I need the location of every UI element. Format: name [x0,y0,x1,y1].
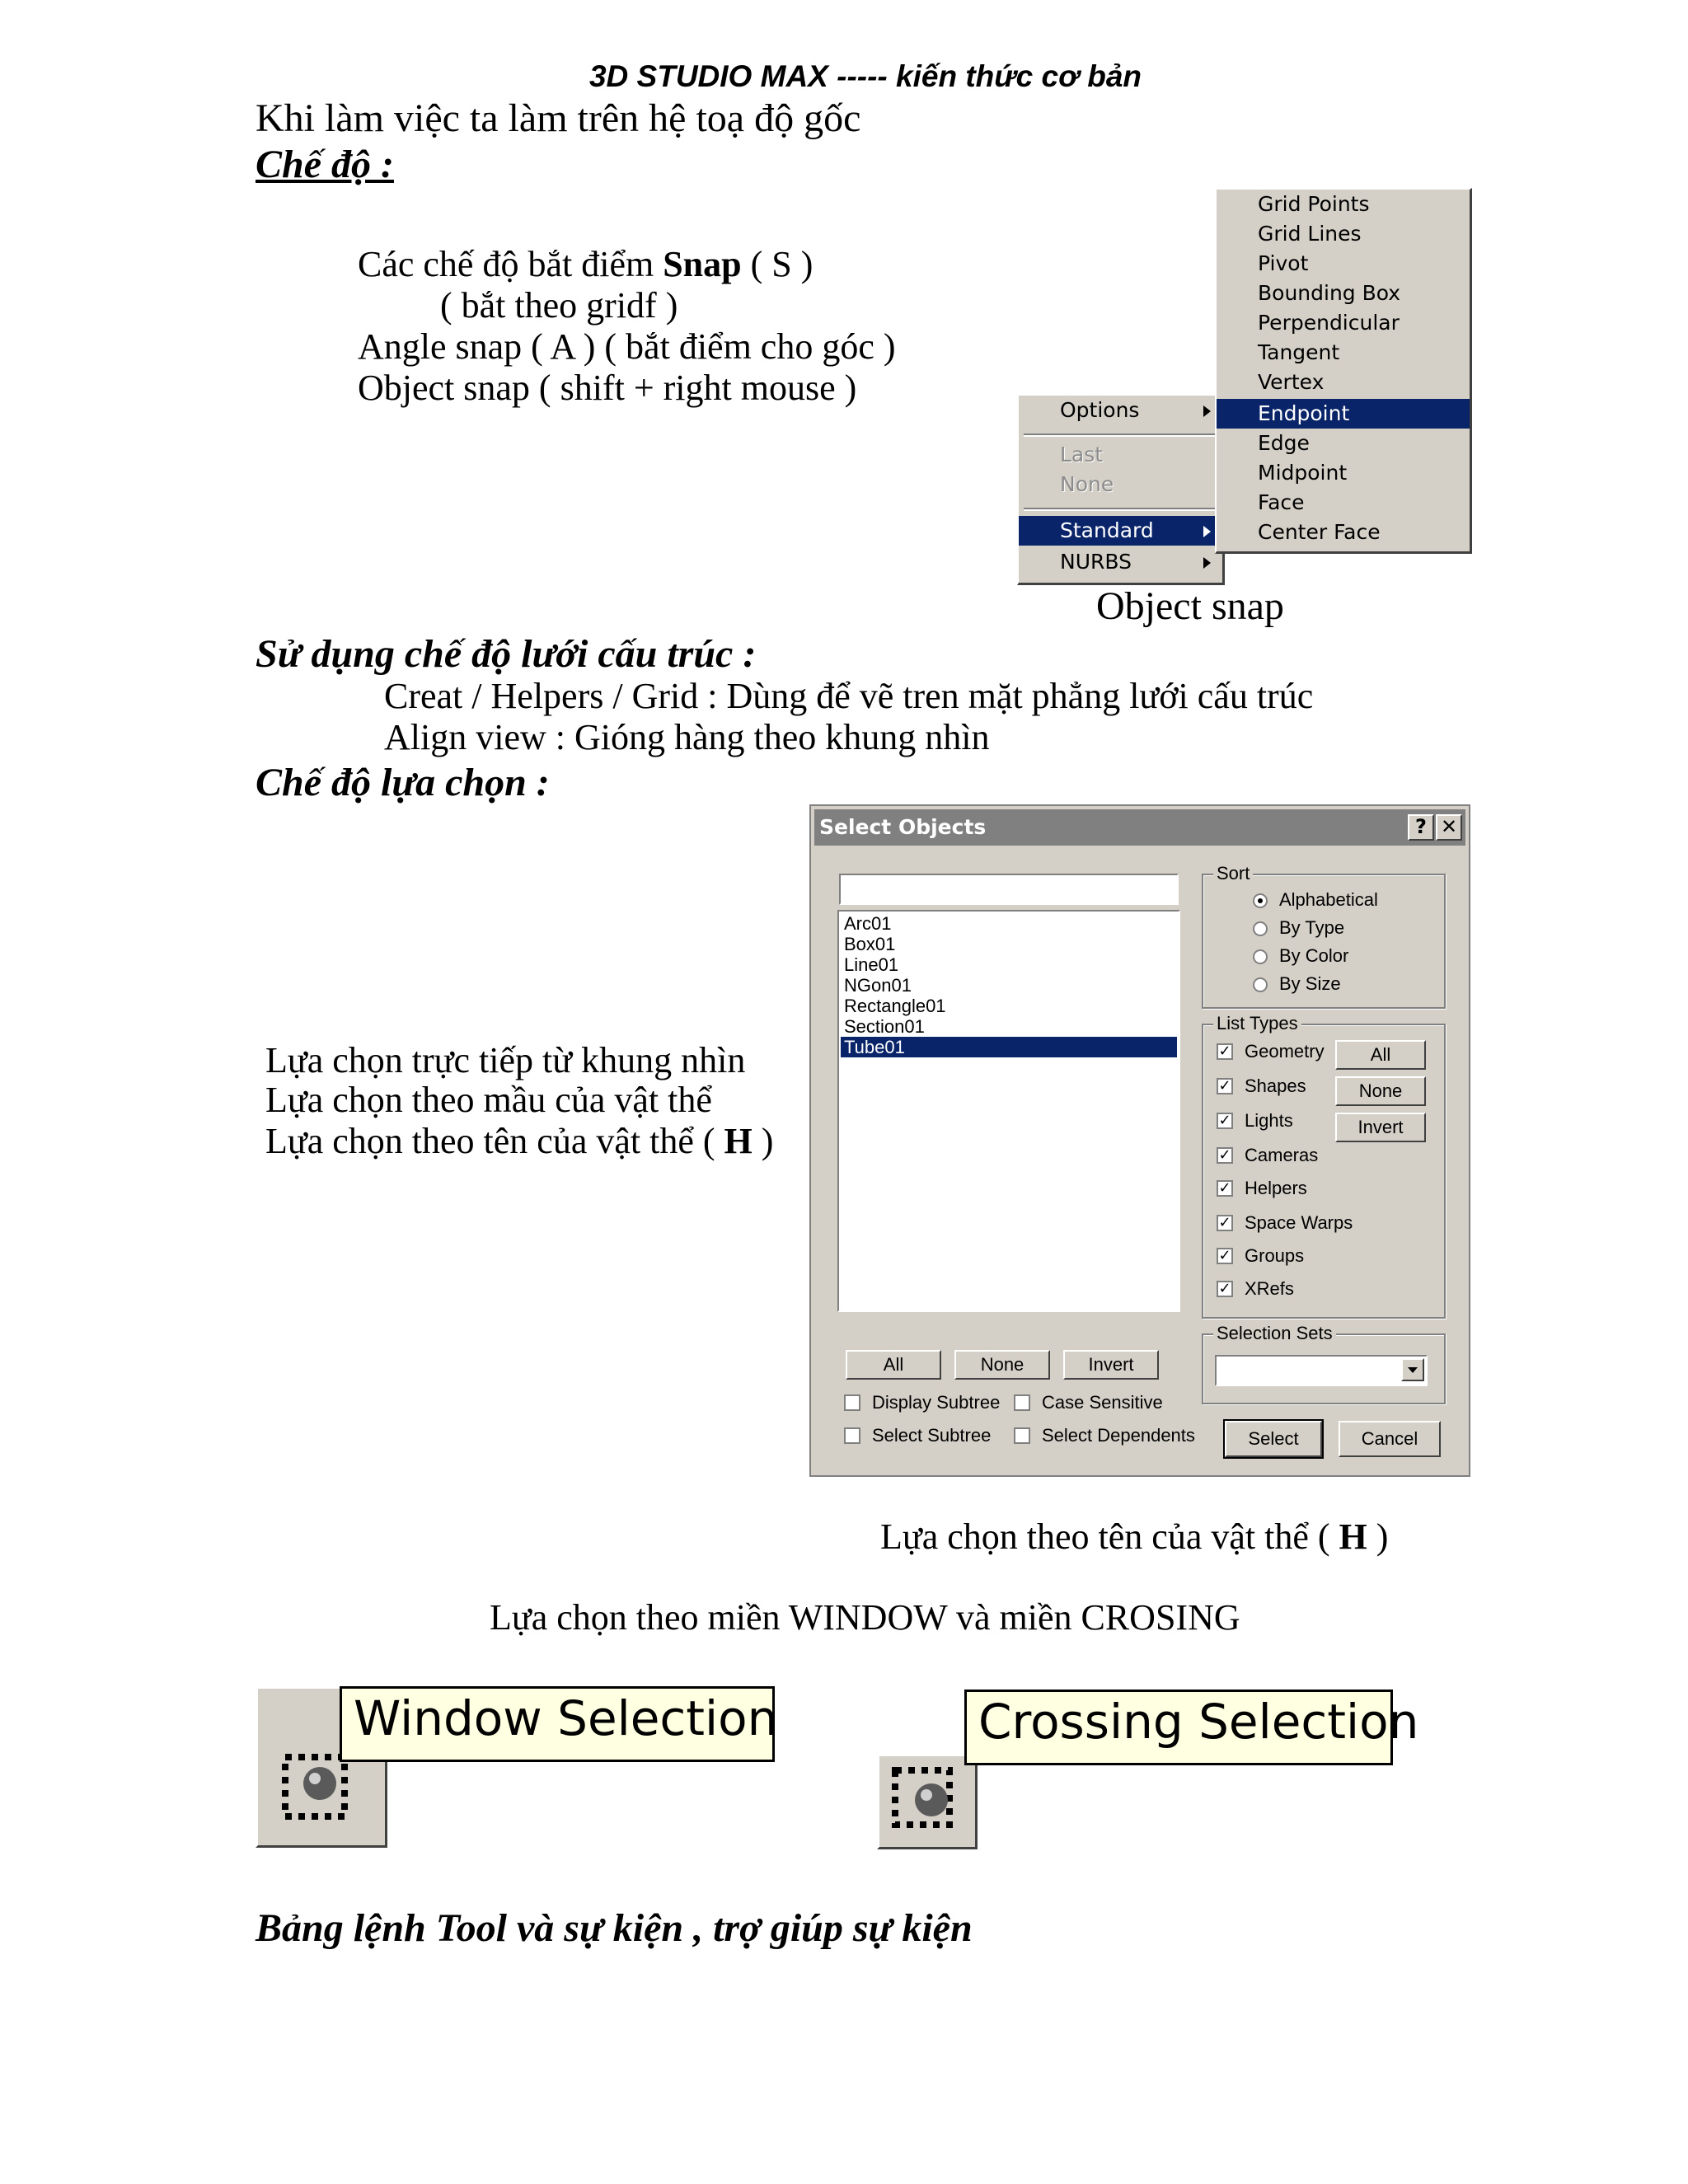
menu-separator [1024,508,1217,511]
list-types-group [1202,1013,1446,1319]
help-button[interactable]: ? [1408,814,1434,841]
radio-label: By Color [1279,945,1349,966]
checkbox-label: Helpers [1245,1178,1307,1198]
checkbox-space-warps[interactable]: ✓ [1217,1215,1233,1231]
checkbox-label: XRefs [1245,1278,1294,1299]
sort-group-label: Sort [1213,862,1253,885]
invert-button[interactable]: Invert [1063,1350,1159,1380]
dialog-title: Select Objects [819,815,987,839]
menu-item-options[interactable]: Options [1019,396,1222,425]
submenu-item-perpendicular[interactable]: Perpendicular [1258,311,1400,335]
intro-line: Khi làm việc ta làm trên hệ toạ độ gốc [256,96,861,140]
snap-line-1: Các chế độ bắt điểm Snap ( S ) [358,244,814,284]
hotkey-h: H [724,1121,753,1161]
window-selection-tooltip: Window Selection [340,1686,775,1762]
list-types-none-button[interactable]: None [1335,1076,1426,1106]
selection-line-1: Lựa chọn trực tiếp từ khung nhìn [265,1040,746,1080]
checkbox-helpers[interactable]: ✓ [1217,1180,1233,1197]
snap-line-4: Object snap ( shift + right mouse ) [358,368,857,408]
checkbox-label: Space Warps [1245,1212,1353,1233]
crossing-selection-icon [890,1765,964,1840]
list-types-all-button[interactable]: All [1335,1040,1426,1070]
submenu-item-midpoint[interactable]: Midpoint [1258,461,1348,485]
heading-grid: Sử dụng chế độ lưới cấu trúc : [256,632,757,676]
radio-by-size[interactable] [1253,977,1268,992]
submenu-item-edge[interactable]: Edge [1258,431,1310,455]
submenu-item-tangent[interactable]: Tangent [1258,340,1340,364]
list-types-label: List Types [1213,1012,1301,1035]
checkbox-label: Cameras [1245,1145,1319,1165]
checkbox-shapes[interactable]: ✓ [1217,1078,1233,1094]
radio-label: By Size [1279,973,1341,994]
crossing-selection-figure [877,1690,1419,1851]
radio-label: By Type [1279,917,1345,938]
checkbox-cameras[interactable]: ✓ [1217,1147,1233,1164]
search-input[interactable] [839,874,1179,905]
menu-item-none: None [1060,472,1114,496]
crossing-selection-tooltip: Crossing Selection [964,1690,1393,1765]
heading-selection: Chế độ lựa chọn : [256,761,550,804]
cancel-button[interactable]: Cancel [1339,1421,1441,1457]
submenu-item-grid-lines[interactable]: Grid Lines [1258,222,1362,246]
dialog-titlebar[interactable] [814,809,1465,846]
selection-sets-group [1202,1323,1446,1404]
all-button[interactable]: All [846,1350,941,1380]
selection-sets-combo[interactable] [1215,1355,1428,1386]
heading-tool: Bảng lệnh Tool và sự kiện , trợ giúp sự kiện [256,1906,973,1950]
object-snap-caption: Object snap [1096,584,1284,628]
list-item[interactable]: Arc01 [844,913,892,934]
snap-context-menu [1017,394,1225,585]
snap-line-3: Angle snap ( A ) ( bắt điểm cho góc ) [358,326,896,367]
menu-item-standard[interactable]: Standard [1019,516,1222,546]
submenu-item-grid-points[interactable]: Grid Points [1258,192,1370,216]
list-item[interactable]: Section01 [844,1016,925,1037]
submenu-item-bounding-box[interactable]: Bounding Box [1258,281,1401,305]
list-item[interactable]: Rectangle01 [844,996,946,1016]
list-item-selected[interactable]: Tube01 [841,1037,1177,1057]
window-selection-figure [256,1686,778,1851]
radio-by-color[interactable] [1253,949,1268,964]
list-item[interactable]: Line01 [844,954,899,975]
checkbox-case-sensitive[interactable] [1014,1394,1030,1411]
menu-separator [1024,434,1217,437]
submenu-item-vertex[interactable]: Vertex [1258,370,1325,394]
checkbox-display-subtree[interactable] [844,1394,860,1411]
checkbox-groups[interactable]: ✓ [1217,1248,1233,1264]
submenu-item-center-face[interactable]: Center Face [1258,520,1381,544]
checkbox-geometry[interactable]: ✓ [1217,1043,1233,1060]
list-types-invert-button[interactable]: Invert [1335,1113,1426,1142]
checkbox-label: Select Dependents [1042,1425,1195,1446]
submenu-item-face[interactable]: Face [1258,490,1305,514]
snap-submenu-standard [1215,188,1472,554]
radio-alphabetical[interactable] [1253,893,1268,908]
grid-line-2: Align view : Gióng hàng theo khung nhìn [384,717,990,757]
checkbox-label: Select Subtree [872,1425,992,1446]
checkbox-label: Case Sensitive [1042,1392,1163,1413]
snap-line-2: ( bắt theo gridf ) [440,285,678,326]
submenu-arrow-icon [1203,557,1211,569]
grid-line-1: Creat / Helpers / Grid : Dùng để vẽ tren mặt phẳng lưới cấu trúc [384,676,1314,716]
page-header: 3D STUDIO MAX ----- kiến thức cơ bản [588,59,1142,93]
selection-sets-label: Selection Sets [1213,1322,1336,1345]
checkbox-label: Lights [1245,1110,1293,1131]
submenu-arrow-icon [1203,526,1211,537]
object-list[interactable] [837,910,1180,1312]
checkbox-select-subtree[interactable] [844,1427,860,1444]
checkbox-label: Shapes [1245,1076,1306,1096]
checkbox-lights[interactable]: ✓ [1217,1113,1233,1129]
menu-item-nurbs[interactable]: NURBS [1019,547,1222,577]
sort-group [1202,863,1446,1009]
selection-line-3: Lựa chọn theo tên của vật thể ( H ) [265,1121,774,1161]
select-button[interactable]: Select [1225,1421,1322,1457]
list-item[interactable]: NGon01 [844,975,912,996]
radio-by-type[interactable] [1253,921,1268,936]
radio-label: Alphabetical [1279,889,1378,910]
checkbox-select-dependents[interactable] [1014,1427,1030,1444]
hotkey-h: H [1339,1516,1367,1557]
selection-line-2: Lựa chọn theo mầu của vật thể [265,1080,712,1120]
close-button[interactable]: ✕ [1436,814,1462,841]
checkbox-label: Geometry [1245,1041,1325,1062]
snap-keyword: Snap [663,244,742,284]
list-item[interactable]: Box01 [844,934,896,954]
heading-che-do: Chế độ : [256,143,394,186]
checkbox-label: Groups [1245,1245,1305,1266]
window-selection-icon [280,1752,371,1826]
submenu-item-pivot[interactable]: Pivot [1258,251,1309,275]
checkbox-label: Display Subtree [872,1392,1001,1413]
submenu-arrow-icon [1203,405,1211,417]
select-objects-dialog [809,804,1470,1477]
checkbox-xrefs[interactable]: ✓ [1217,1281,1233,1297]
submenu-item-endpoint[interactable]: Endpoint [1217,399,1470,429]
none-button[interactable]: None [954,1350,1050,1380]
dialog-caption: Lựa chọn theo tên của vật thể ( H ) [880,1516,1389,1557]
menu-item-last: Last [1060,443,1104,466]
region-selection-line: Lựa chọn theo miền WINDOW và miền CROSING [490,1597,1240,1638]
chevron-down-icon[interactable] [1401,1358,1424,1381]
